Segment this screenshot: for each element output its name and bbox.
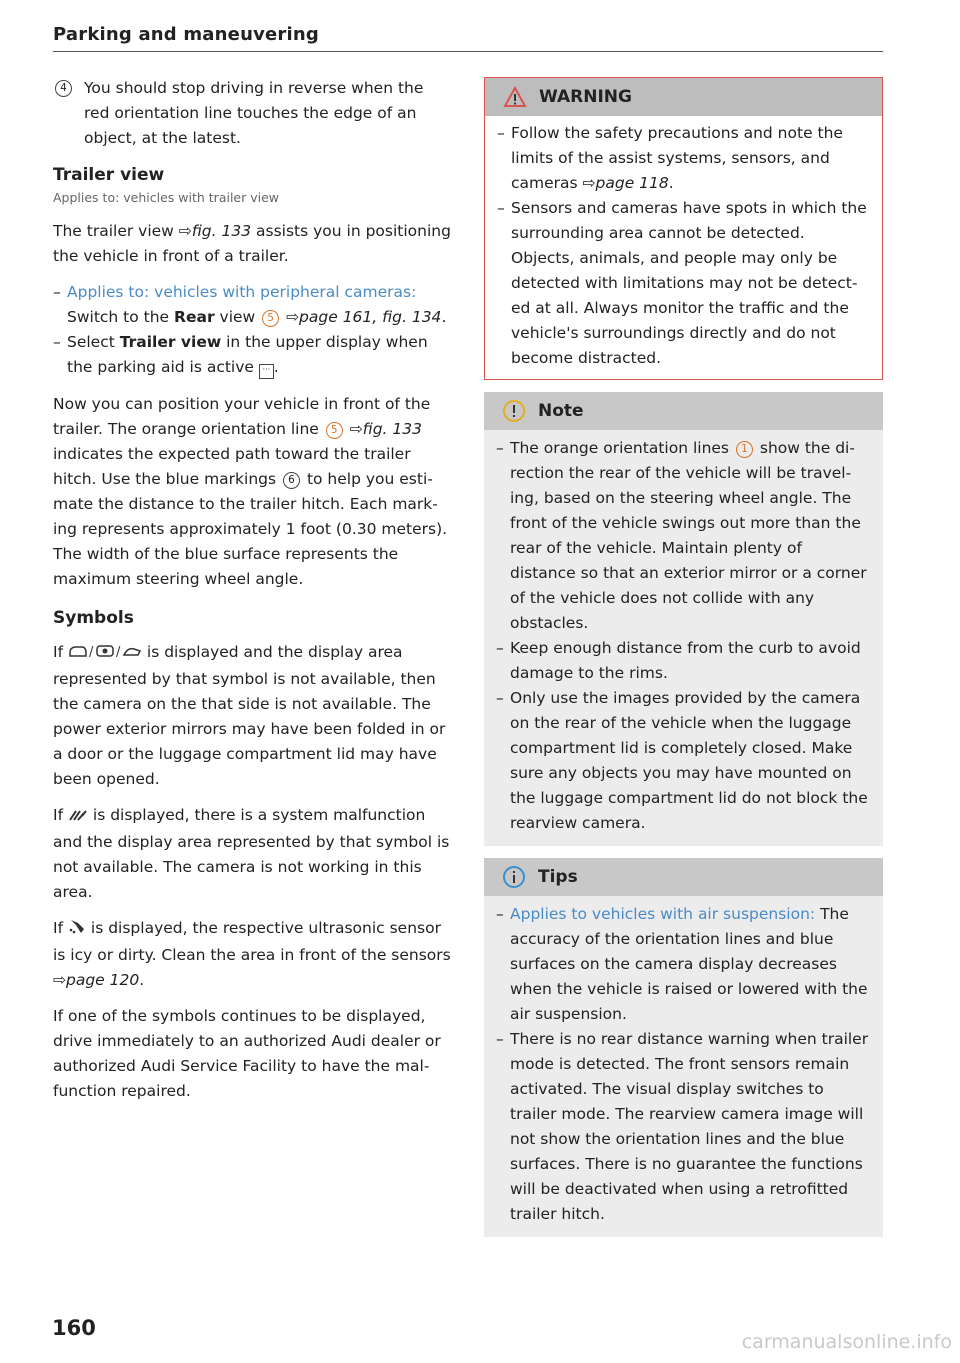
list-item xyxy=(497,121,870,196)
warning-title: WARNING xyxy=(539,86,632,107)
malfunction-icon xyxy=(68,805,88,830)
trailer-view-steps xyxy=(53,280,453,380)
item-4-text: You should stop driving in reverse when the red orientation line touches the edge of an object, at the latest. xyxy=(84,79,424,147)
text: to help you estimate the distance to the trailer hitch. Each marking represents approximately 1 foot (0.30 meters). The width of the blue surface represents the maximum steering wheel angle. xyxy=(53,470,448,588)
page-link[interactable]: ⇨page 118 xyxy=(582,174,669,192)
right-column xyxy=(484,77,883,1249)
sensor-dirty-icon xyxy=(68,917,86,943)
callout-number: 4 xyxy=(55,80,72,97)
list-item: – There is no rear distance warning when trailer mode is detected. The front sensors remain activated. The visual display switches to trailer mode. The rearview camera image will not show the orientation lines and the blue surfaces. There is no guarantee the functions will be deactivated when using a retrofitted trailer hitch. xyxy=(496,1027,871,1227)
tips-box xyxy=(484,858,883,1237)
page-link[interactable]: ⇨page 161, fig. 134 xyxy=(281,308,442,326)
note-list xyxy=(496,436,871,836)
text: If xyxy=(53,643,68,661)
figure-link[interactable]: ⇨fig. 133 xyxy=(344,420,422,438)
svg-text:/: / xyxy=(115,645,121,659)
page-header-title: Parking and maneuvering xyxy=(53,24,319,45)
list-item xyxy=(53,330,453,380)
tips-info-icon xyxy=(502,865,526,889)
warning-triangle-icon xyxy=(503,86,527,108)
note-exclamation-icon xyxy=(502,399,526,423)
text: view xyxy=(214,308,261,326)
symbols-para-1 xyxy=(53,640,453,792)
page-number: 160 xyxy=(52,1316,96,1340)
list-item xyxy=(496,436,871,636)
list-item: – Keep enough distance from the curb to avoid damage to the rims. xyxy=(496,636,871,686)
text: show the direction the rear of the vehicle will be traveling, based on the steering wheel angle. The front of the vehicle swings out more than the rear of the vehicle. Maintain plenty of distance so that an exterior mirror or a corner of the vehicle does not collide with any obstacles. xyxy=(510,439,867,632)
left-column xyxy=(53,76,453,1115)
text: If xyxy=(53,806,68,824)
warning-box xyxy=(484,77,883,380)
callout-number: 6 xyxy=(283,472,300,489)
svg-text:/: / xyxy=(88,645,94,659)
text: is displayed, the respective ultrasonic sensor is icy or dirty. Clean the area in front of the sensors xyxy=(53,919,451,964)
list-item: – Sensors and cameras have spots in which the surrounding area cannot be detected. Objects, animals, and people may only be detected with limitations may not be detected at all. Always monitor the traffic and the vehicle's surroundings directly and do not become distracted. xyxy=(497,196,870,371)
trailer-view-intro xyxy=(53,219,453,269)
text: The accuracy of the orientation lines and blue surfaces on the camera display decreases when the vehicle is raised or lowered with the air suspension. xyxy=(510,905,868,1023)
list-item: – Only use the images provided by the camera on the rear of the vehicle when the luggage compartment lid is completely closed. Make sure any objects you may have mounted on the luggage compartment lid do not block the rearview camera. xyxy=(496,686,871,836)
watermark: carmanualsonline.info xyxy=(741,1331,952,1353)
header-rule xyxy=(53,51,883,52)
text: assists you in positioning the vehicle in front of a trailer. xyxy=(53,222,451,265)
page-link[interactable]: ⇨page 120 xyxy=(53,971,140,989)
text: Select xyxy=(67,333,120,351)
text: in the upper display when the parking aid is active xyxy=(67,333,428,376)
text: Now you can position your vehicle in front of the trailer. The orange orientation line xyxy=(53,395,431,438)
text: . xyxy=(139,971,145,989)
item-4 xyxy=(53,76,453,151)
text: . xyxy=(441,308,447,326)
warning-body xyxy=(485,116,882,379)
text: . xyxy=(668,174,674,192)
callout-number: 5 xyxy=(326,422,343,439)
list-item xyxy=(496,902,871,1027)
trailer-view-body xyxy=(53,392,453,592)
text: . xyxy=(273,358,279,376)
text: If xyxy=(53,919,68,937)
trailer-view-label: Trailer view xyxy=(119,333,222,351)
section-heading-trailer-view: Trailer view xyxy=(53,165,165,185)
warning-header xyxy=(485,78,882,116)
note-body xyxy=(484,430,883,846)
symbols-para-4: If one of the symbols continues to be displayed, drive immediately to an authorized Audi dealer or authorized Audi Service Facility to have the malfunction repaired. xyxy=(53,1007,441,1100)
callout-number: 5 xyxy=(262,310,279,327)
applies-to-note: Applies to: vehicles with trailer view xyxy=(53,190,280,205)
symbols-para-3 xyxy=(53,916,453,993)
note-title: Note xyxy=(538,400,584,421)
warning-list xyxy=(497,121,870,371)
callout-number: 1 xyxy=(736,441,753,458)
applies-inline: Applies to vehicles with air suspension: xyxy=(510,905,816,923)
note-header xyxy=(484,392,883,430)
text: Switch to the xyxy=(67,308,175,326)
list-item xyxy=(53,280,453,330)
text: The trailer view xyxy=(53,222,179,240)
text: Follow the safety precautions and note the limits of the assist systems, sensors, and cameras xyxy=(511,124,843,192)
tips-title: Tips xyxy=(538,866,578,887)
symbols-para-2 xyxy=(53,803,453,905)
applies-inline: Applies to: vehicles with peripheral cameras: xyxy=(67,283,417,301)
tips-list xyxy=(496,902,871,1227)
text: is displayed and the display area represented by that symbol is not available, then the camera on the that side is not available. The power exterior mirrors may have been folded in or a door or the luggage compartment lid may have been opened. xyxy=(53,643,446,788)
tips-body xyxy=(484,896,883,1237)
text: indicates the expected path toward the trailer hitch. Use the blue markings xyxy=(53,445,411,488)
camera-symbols-icon xyxy=(68,642,142,667)
section-heading-symbols: Symbols xyxy=(53,608,134,628)
text: is displayed, there is a system malfunction and the display area represented by that symbol is not available. The camera is not working in this area. xyxy=(53,806,450,901)
options-button-icon: ··· xyxy=(259,364,274,379)
figure-link[interactable]: ⇨fig. 133 xyxy=(178,222,252,240)
note-box xyxy=(484,392,883,846)
text: The orange orientation lines xyxy=(510,439,734,457)
rear-label: Rear xyxy=(174,308,215,326)
tips-header xyxy=(484,858,883,896)
